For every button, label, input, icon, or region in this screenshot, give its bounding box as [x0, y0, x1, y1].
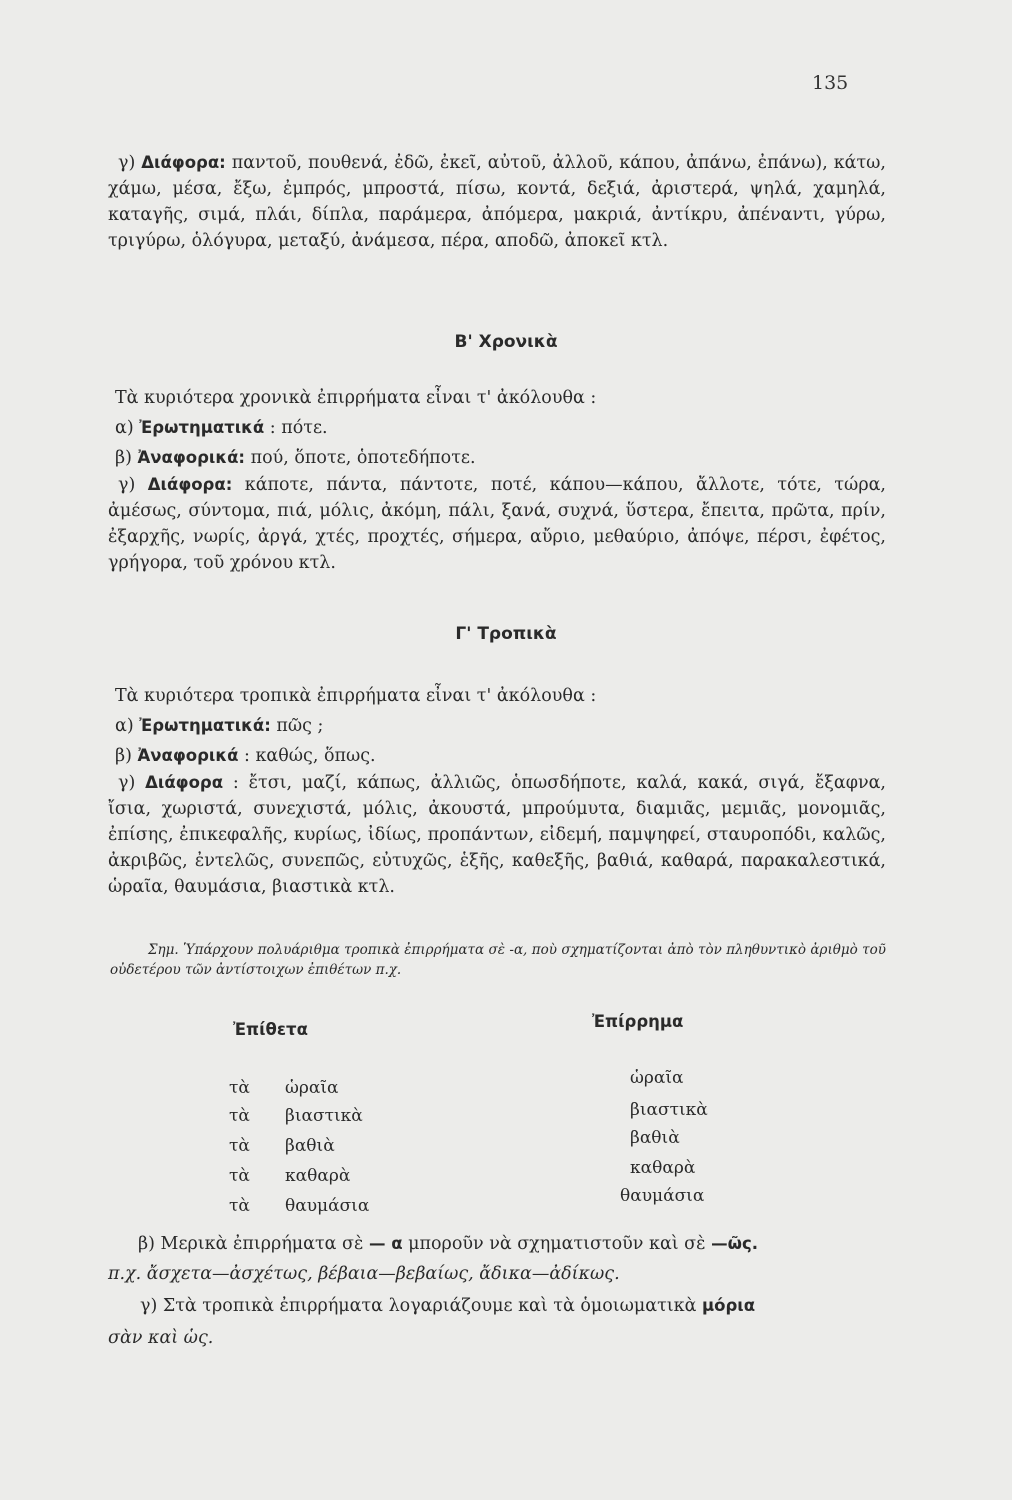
modal-relative — [115, 746, 376, 766]
modal-intro: Τὰ κυριότερα τροπικὰ ἐπιρρήματα εἶναι τ' ἀκόλουθα : — [115, 686, 597, 706]
temporal-heading: Β' Χρονικὰ — [454, 332, 558, 352]
point-b-line — [138, 1234, 758, 1254]
table-header-adjectives: Ἐπίθετα — [233, 1020, 308, 1039]
table-adjective: θαυμάσια — [285, 1196, 370, 1216]
table-adjective: βιαστικὰ — [285, 1106, 363, 1126]
temporal-interrogative — [115, 418, 328, 438]
point-c-line — [140, 1296, 755, 1316]
modal-various-paragraph — [108, 770, 886, 900]
temporal-b-term: Ἀναφορικά: — [137, 448, 246, 467]
point-b-text-1: Μερικὰ ἐπιρρήματα σὲ — [160, 1234, 364, 1254]
table-header-adverbs: Ἐπίρρημα — [592, 1012, 684, 1031]
modal-a-label: α) — [115, 716, 134, 736]
modal-a-term: Ἐρωτηματικά: — [139, 716, 271, 735]
point-c-continuation: σὰν καὶ ὡς. — [108, 1328, 214, 1348]
place-label: γ) — [118, 153, 136, 173]
point-b-example: π.χ. ἄσχετα—ἀσχέτως, βέβαια—βεβαίως, ἄδικα—ἀδίκως. — [108, 1264, 620, 1284]
temporal-b-label: β) — [115, 448, 132, 468]
table-article: τὰ — [229, 1078, 250, 1098]
table-adverb: καθαρὰ — [630, 1158, 696, 1178]
temporal-relative — [115, 448, 476, 468]
modal-c-text: : ἔτσι, μαζί, κάπως, ἀλλιῶς, ὁπωσδήποτε, καλά, κακά, σιγά, ἔξαφνα, ἴσια, χωριστά, συνεχιστά, μόλις, ἀκουστά, μπρούμυτα, διαμιᾶς, μεμιᾶς, μονομιᾶς, ἐπίσης, ἐπικεφαλῆς, κυρίως, ἰδίως, προπάντων, εἰδεμή, παμψηφεί, σταυροπόδι, καλῶς, ἀκριβῶς, ἐντελῶς, συνεπῶς, εὐτυχῶς, ἑξῆς, καθεξῆς, βαθιά, καθαρά, παρακαλεστικά, ὡραῖα, θαυμάσια, βιαστικὰ κτλ. — [108, 773, 886, 897]
table-article: τὰ — [229, 1106, 250, 1126]
table-adjective: βαθιὰ — [285, 1136, 335, 1156]
temporal-intro: Τὰ κυριότερα χρονικὰ ἐπιρρήματα εἶναι τ' ἀκόλουθα : — [115, 388, 597, 408]
modal-a-text: πῶς ; — [276, 716, 324, 736]
point-b-dash-os: —ῶς. — [711, 1234, 758, 1253]
place-term: Διάφορα: — [141, 153, 226, 172]
point-b-dash-a: — α — [368, 1234, 403, 1253]
modal-c-term: Διάφορα — [145, 773, 224, 792]
temporal-c-term: Διάφορα: — [147, 475, 233, 494]
table-adverb: θαυμάσια — [620, 1186, 705, 1206]
place-adverbs-paragraph — [108, 150, 886, 254]
table-adjective: ὡραῖα — [285, 1078, 339, 1098]
temporal-a-label: α) — [115, 418, 134, 438]
table-article: τὰ — [229, 1166, 250, 1186]
modal-b-term: Ἀναφορικά — [137, 746, 239, 765]
temporal-various-paragraph — [108, 472, 886, 576]
modal-heading: Γ' Τροπικὰ — [455, 624, 557, 644]
point-c-text: Στὰ τροπικὰ ἐπιρρήματα λογαριάζουμε καὶ τὰ ὁμοιωματικὰ — [162, 1296, 697, 1316]
modal-c-label: γ) — [118, 773, 136, 793]
point-c-bold-word: μόρια — [701, 1296, 756, 1315]
point-c-label: γ) — [140, 1296, 158, 1316]
point-b-label: β) — [138, 1234, 155, 1254]
table-adverb: βαθιὰ — [630, 1128, 680, 1148]
modal-interrogative — [115, 716, 323, 736]
modal-b-label: β) — [115, 746, 132, 766]
table-adjective: καθαρὰ — [285, 1166, 351, 1186]
temporal-a-term: Ἐρωτηματικά — [139, 418, 265, 437]
table-adverb: ὡραῖα — [630, 1068, 684, 1088]
temporal-b-text: πού, ὅποτε, ὁποτεδήποτε. — [250, 448, 476, 468]
table-article: τὰ — [229, 1196, 250, 1216]
temporal-c-label: γ) — [118, 475, 136, 495]
temporal-c-text: κάποτε, πάντα, πάντοτε, ποτέ, κάπου—κάπου, ἄλλοτε, τότε, τώρα, ἀμέσως, σύντομα, πιά, μόλις, ἀκόμη, πάλι, ξανά, συχνά, ὕστερα, ἔπειτα, πρῶτα, πρίν, ἐξαρχῆς, νωρίς, ἀργά, χτές, προχτές, σήμερα, αὔριο, μεθαύριο, ἀπόψε, πέρσι, ἐφέτος, γρήγορα, τοῦ χρόνου κτλ. — [108, 475, 886, 573]
temporal-a-text: : πότε. — [269, 418, 328, 438]
page-number: 135 — [812, 72, 849, 94]
modal-b-text: : καθώς, ὅπως. — [244, 746, 376, 766]
place-text: παντοῦ, πουθενά, ἐδῶ, ἐκεῖ, αὐτοῦ, ἀλλοῦ, κάπου, ἀπάνω, ἐπάνω), κάτω, χάμω, μέσα, ἔξω, ἐμπρός, μπροστά, πίσω, κοντά, δεξιά, ἀριστερά, ψηλά, χαμηλά, καταγῆς, σιμά, πλάι, δίπλα, παράμερα, ἀπόμερα, μακριά, ἀντίκρυ, ἀπέναντι, γύρω, τριγύρω, ὁλόγυρα, μεταξύ, ἀνάμεσα, πέρα, αποδῶ, ἀποκεῖ κτλ. — [108, 153, 886, 251]
note: Σημ. Ὑπάρχουν πολυάριθμα τροπικὰ ἐπιρρήματα σὲ -α, ποὺ σχηματίζονται ἀπὸ τὸν πληθυντικὸ ἀριθμὸ τοῦ οὐδετέρου τῶν ἀντίστοιχων ἐπιθέτων π.χ. — [110, 942, 886, 978]
point-b-text-2: μποροῦν νὰ σχηματιστοῦν καὶ σὲ — [408, 1234, 706, 1254]
table-article: τὰ — [229, 1136, 250, 1156]
table-adverb: βιαστικὰ — [630, 1100, 708, 1120]
